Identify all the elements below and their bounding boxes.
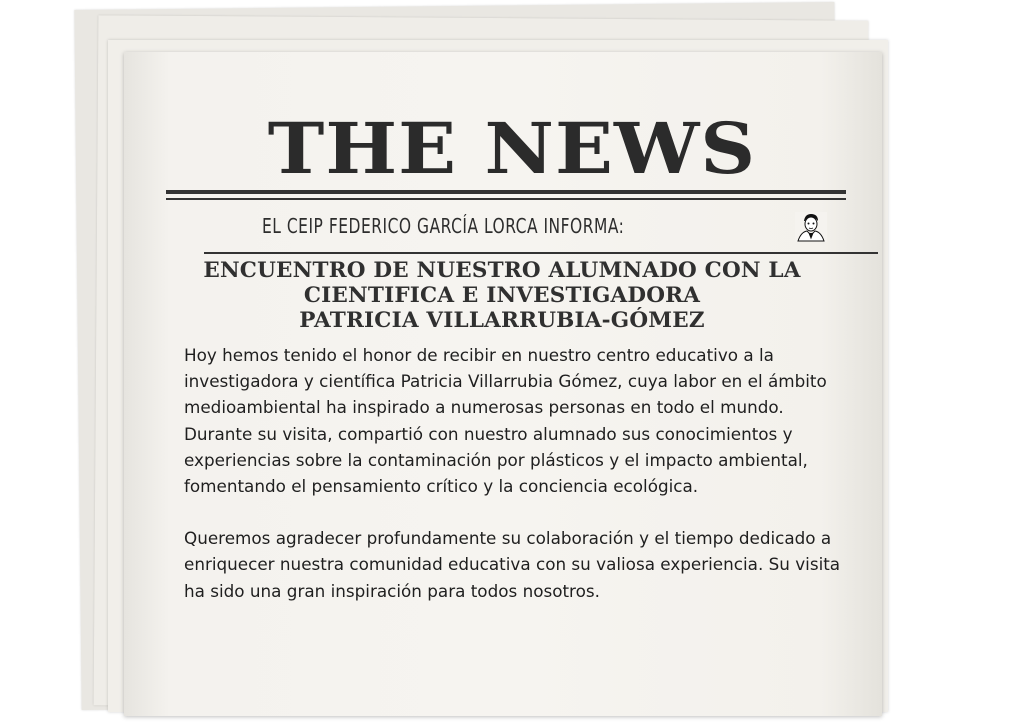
masthead-rule-thick <box>166 190 846 194</box>
headline-line: ENCUENTRO DE NUESTRO ALUMNADO CON LA <box>203 258 801 283</box>
article-paragraph: Queremos agradecer profundamente su colaboración y el tiempo dedicado a enriquecer nuestra comunidad educativa con su valiosa experiencia. Su visita ha sido una gran inspiración para todos nosotros. <box>184 528 841 601</box>
article-headline <box>184 258 820 333</box>
portrait-sketch-icon <box>795 212 827 242</box>
headline-line: PATRICIA VILLARRUBIA-GÓMEZ <box>299 308 705 333</box>
masthead-rule-thin <box>166 198 846 200</box>
masthead-title: THE NEWS <box>267 107 757 190</box>
school-subhead: EL CEIP FEDERICO GARCÍA LORCA INFORMA: <box>262 214 625 238</box>
article-paragraph: Hoy hemos tenido el honor de recibir en nuestro centro educativo a la investigadora y científica Patricia Villarrubia Gómez, cuya labor en el ámbito medioambiental ha inspirado a numerosas personas en todo el mundo. Durante su visita, compartió con nuestro alumnado sus conocimientos y experiencias sobre la contaminación por plásticos y el impacto ambiental, fomentando el pensamiento crítico y la conciencia ecológica. <box>184 345 827 497</box>
headline-line: CIENTIFICA E INVESTIGADORA <box>303 283 701 308</box>
article-body <box>184 342 854 604</box>
headline-rule <box>204 252 878 254</box>
